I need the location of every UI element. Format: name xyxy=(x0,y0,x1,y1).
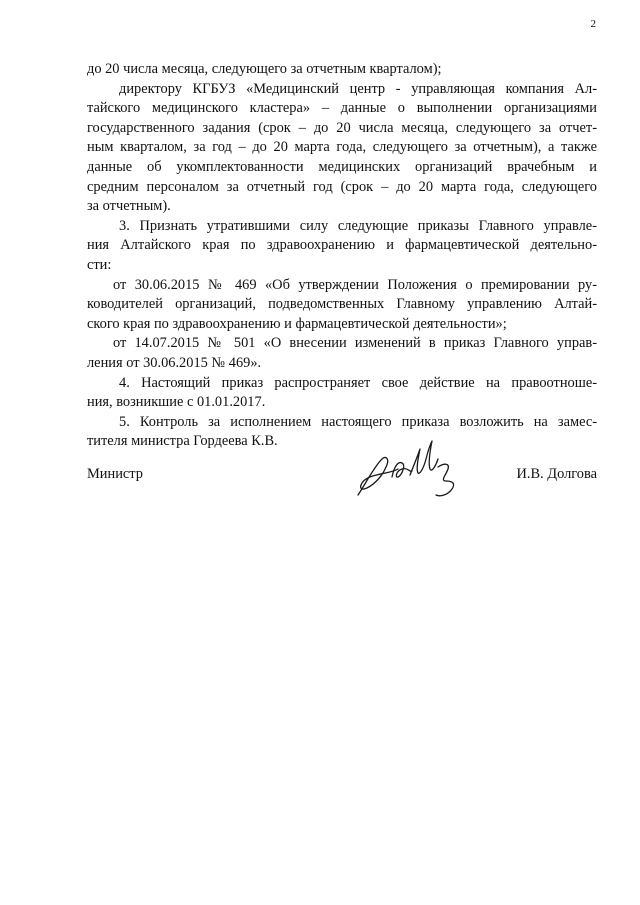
text-line: ления от 30.06.2015 № 469». xyxy=(87,354,262,371)
text-line: ным кварталом, за год – до 20 марта года, следующего за отчетным), а также xyxy=(87,139,597,156)
text-line: 5. Контроль за исполнением настоящего приказа возложить на замес- xyxy=(119,413,597,430)
text-line: до 20 числа месяца, следующего за отчетным кварталом); xyxy=(87,61,442,77)
text-line: сти: xyxy=(87,256,112,273)
paragraph xyxy=(87,217,597,276)
paragraph xyxy=(87,334,597,373)
text-line: от 14.07.2015 № 501 «О внесении изменений в приказ Главного управ- xyxy=(113,335,597,352)
text-line: за отчетным). xyxy=(87,198,171,215)
text-line: ского края по здравоохранению и фармацевтической деятельности»; xyxy=(87,315,507,332)
paragraph xyxy=(87,80,597,217)
paragraph xyxy=(87,374,597,413)
text-line: ководителей организаций, подведомственных Главному управлению Алтай- xyxy=(87,296,597,313)
paragraph xyxy=(87,413,597,452)
paragraph xyxy=(87,276,597,335)
document-body xyxy=(87,60,597,452)
text-line: 3. Признать утратившими силу следующие приказы Главного управле- xyxy=(119,217,597,234)
text-line: тителя министра Гордеева К.В. xyxy=(87,433,278,450)
text-line: ния Алтайского края по здравоохранению и фармацевтической деятельно- xyxy=(87,237,597,254)
text-line: тайского медицинского кластера» – данные о выполнении организациями xyxy=(87,100,597,117)
handwritten-signature xyxy=(352,437,477,505)
paragraph xyxy=(87,60,597,80)
page-number: 2 xyxy=(590,18,596,30)
position-label: Министр xyxy=(87,466,143,482)
text-line: директору КГБУЗ «Медицинский центр - управляющая компания Ал- xyxy=(119,80,597,97)
text-line: государственного задания (срок – до 20 числа месяца, следующего за отчет- xyxy=(87,119,597,136)
text-line: данные об укомплектованности медицинских организаций врачебным и xyxy=(87,158,597,175)
text-line: средним персоналом за отчетный год (срок – до 20 марта года, следующего xyxy=(87,178,597,195)
text-line: 4. Настоящий приказ распространяет свое действие на правоотноше- xyxy=(119,374,597,391)
signer-name: И.В. Долгова xyxy=(516,466,597,482)
text-line: ния, возникшие с 01.01.2017. xyxy=(87,394,266,411)
text-line: от 30.06.2015 № 469 «Об утверждении Положения о премировании ру- xyxy=(113,276,597,293)
